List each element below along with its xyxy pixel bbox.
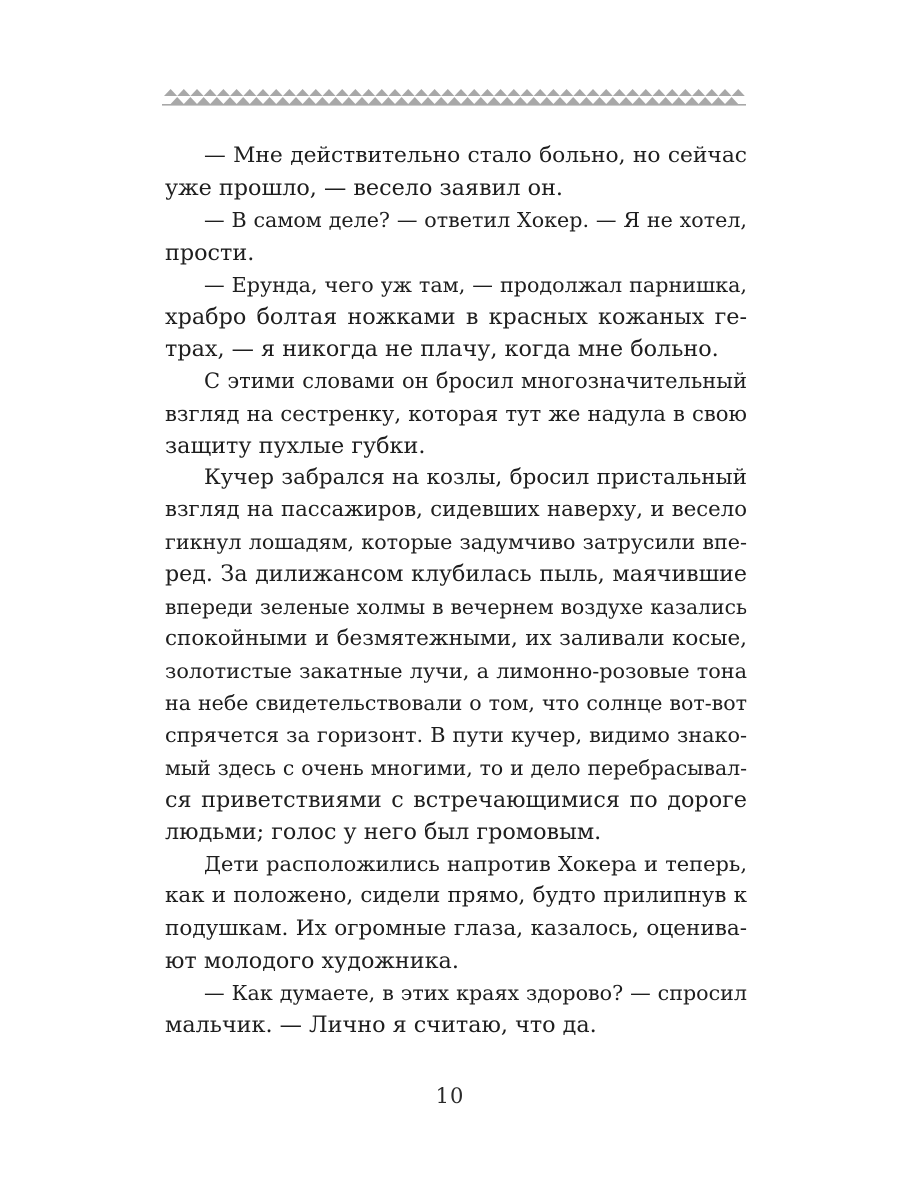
text-line: впереди зеленые холмы в вечернем воздухе казались — [165, 594, 747, 619]
text-line: Дети расположились напротив Хокера и теперь, — [204, 852, 747, 877]
ornament-triangle — [520, 89, 533, 96]
ornament-triangle — [197, 97, 210, 104]
ornament-triangle — [177, 89, 190, 96]
decorative-ornament-border — [162, 88, 746, 106]
text-line: трах, — я никогда не плачу, когда мне больно. — [165, 336, 719, 363]
ornament-triangle — [283, 89, 296, 96]
ornament-triangle — [256, 89, 269, 96]
ornament-triangle — [567, 97, 580, 104]
text-line: спрячется за горизонт. В пути кучер, видимо знако- — [165, 723, 747, 748]
ornament-triangle — [395, 97, 408, 104]
ornament-triangle — [494, 89, 507, 96]
ornament-triangle — [171, 97, 184, 104]
ornament-triangle — [732, 89, 745, 96]
text-line: золотистые закатные лучи, а лимонно-розовые тона — [165, 659, 747, 683]
page-number: 10 — [435, 1084, 465, 1108]
text-line: уже прошло, — весело заявил он. — [165, 175, 564, 202]
body-text — [165, 140, 747, 1041]
text-line: — Как думаете, в этих краях здорово? — спросил — [204, 980, 747, 1005]
ornament-triangle — [316, 97, 329, 104]
ornament-triangle — [190, 89, 203, 96]
ornament-triangle — [210, 97, 223, 104]
ornament-triangle — [692, 89, 705, 96]
ornament-triangle — [474, 97, 487, 104]
text-line: спокойными и безмятежными, их заливали косые, — [165, 625, 747, 651]
ornament-triangle — [303, 97, 316, 104]
ornament-triangle — [507, 89, 520, 96]
ornament-triangle — [421, 97, 434, 104]
text-line: прости. — [165, 239, 255, 266]
ornament-triangle — [382, 97, 395, 104]
text-line: защиту пухлые губки. — [165, 432, 426, 459]
ornament-triangle — [540, 97, 553, 104]
ornament-triangle — [375, 89, 388, 96]
ornament-triangle — [619, 97, 632, 104]
text-line: мальчик. — Лично я считаю, что да. — [165, 1012, 597, 1039]
text-line: на небе свидетельствовали о том, что солнце вот-вот — [165, 691, 747, 716]
ornament-triangle — [428, 89, 441, 96]
ornament-triangle — [652, 89, 665, 96]
ornament-triangle — [534, 89, 547, 96]
ornament-triangle — [454, 89, 467, 96]
ornament-triangle — [435, 97, 448, 104]
ornament-base-line — [162, 104, 746, 106]
ornament-triangle — [250, 97, 263, 104]
ornament-triangle — [230, 89, 243, 96]
text-line: как и положено, сидели прямо, будто прилипнув к — [165, 883, 747, 909]
ornament-triangle — [725, 97, 738, 104]
ornament-triangle — [362, 89, 375, 96]
ornament-triangle — [560, 89, 573, 96]
ornament-triangle — [672, 97, 685, 104]
ornament-triangle — [402, 89, 415, 96]
text-line: ся приветствиями с встречающимися по дороге — [165, 786, 747, 813]
ornament-triangle — [309, 89, 322, 96]
ornament-triangle — [217, 89, 230, 96]
ornament-triangle — [369, 97, 382, 104]
text-line: взгляд на сестренку, которая тут же надула в свою — [165, 400, 747, 426]
ornament-triangle — [441, 89, 454, 96]
ornament-triangle — [388, 89, 401, 96]
ornament-triangle — [593, 97, 606, 104]
ornament-triangle — [276, 97, 289, 104]
ornament-triangle — [514, 97, 527, 104]
ornament-triangle — [468, 89, 481, 96]
ornament-triangle — [164, 89, 177, 96]
text-line: взгляд на пассажиров, сидевших наверху, и весело — [165, 497, 747, 523]
ornament-triangle — [289, 97, 302, 104]
text-line: мый здесь с очень многими, то и дело перебрасывал- — [165, 755, 747, 780]
ornament-triangle — [342, 97, 355, 104]
ornament-triangle — [349, 89, 362, 96]
ornament-triangle — [685, 97, 698, 104]
ornament-triangle — [184, 97, 197, 104]
ornament-triangle — [329, 97, 342, 104]
ornament-triangle — [712, 97, 725, 104]
text-line: — Ерунда, чего уж там, — продолжал парнишка, — [204, 272, 747, 297]
ornament-triangle — [355, 97, 368, 104]
text-line: людьми; голос у него был громовым. — [165, 818, 602, 845]
ornament-triangle — [547, 89, 560, 96]
text-line: ред. За дилижансом клубилась пыль, маячившие — [165, 561, 747, 588]
ornament-triangle — [296, 89, 309, 96]
ornament-triangle — [679, 89, 692, 96]
ornament-triangle — [613, 89, 626, 96]
ornament-triangle — [223, 97, 236, 104]
ornament-triangle — [633, 97, 646, 104]
ornament-triangle — [600, 89, 613, 96]
ornament-triangle — [487, 97, 500, 104]
ornament-triangle — [501, 97, 514, 104]
ornament-triangle — [699, 97, 712, 104]
ornament-triangle — [639, 89, 652, 96]
ornament-triangle — [718, 89, 731, 96]
ornament-triangle — [580, 97, 593, 104]
text-line: — В самом деле? — ответил Хокер. — Я не хотел, — [204, 208, 747, 233]
ornament-triangle — [263, 97, 276, 104]
text-line: С этими словами он бросил многозначительный — [204, 368, 747, 394]
ornament-triangle — [527, 97, 540, 104]
ornament-triangle — [204, 89, 217, 96]
ornament-triangle — [408, 97, 421, 104]
ornament-triangle — [573, 89, 586, 96]
ornament-triangle — [481, 89, 494, 96]
text-line: подушкам. Их огромные глаза, казалось, оценива- — [165, 915, 747, 941]
text-line: ют молодого художника. — [165, 947, 459, 974]
ornament-triangle — [270, 89, 283, 96]
ornament-triangle — [626, 89, 639, 96]
text-line: Кучер забрался на козлы, бросил пристальный — [204, 464, 747, 490]
ornament-triangle — [659, 97, 672, 104]
ornament-triangle — [237, 97, 250, 104]
text-line: — Мне действительно стало больно, но сейчас — [204, 143, 747, 168]
ornament-triangle — [646, 97, 659, 104]
ornament-triangle — [336, 89, 349, 96]
ornament-triangle — [415, 89, 428, 96]
ornament-triangle — [586, 89, 599, 96]
ornament-triangle — [666, 89, 679, 96]
text-line: храбро болтая ножками в красных кожаных ге- — [165, 303, 747, 330]
ornament-triangle — [448, 97, 461, 104]
ornament-triangle — [606, 97, 619, 104]
ornament-triangle — [322, 89, 335, 96]
ornament-triangle — [553, 97, 566, 104]
text-line: гикнул лошадям, которые задумчиво затрусили впе- — [165, 530, 747, 555]
ornament-triangle — [705, 89, 718, 96]
ornament-triangle — [243, 89, 256, 96]
ornament-triangle — [461, 97, 474, 104]
